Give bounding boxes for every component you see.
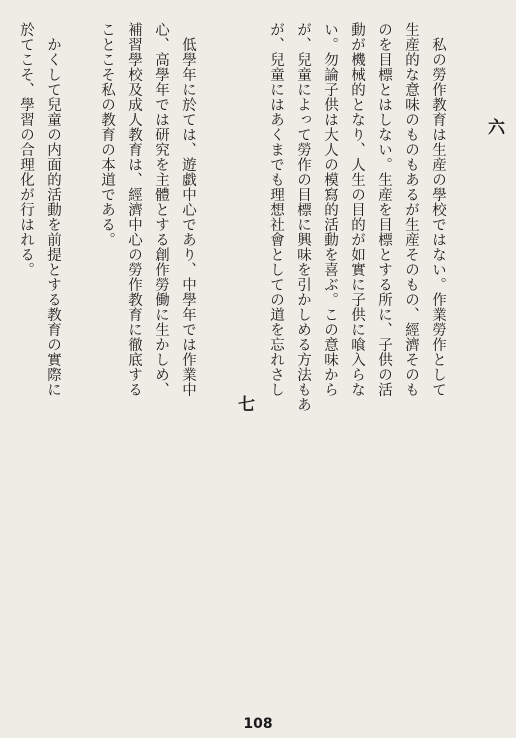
section-heading-seven: 七	[234, 395, 254, 412]
right-section-text	[262, 22, 478, 712]
right-paragraph-1: 私の勞作教育は生産の學校ではない。作業勞作として 生産的な意味のものもあるが生産そのもの、經濟そのも のを目標とはしない。生産を目標とする所に、子供の活 動が機械的となり、人生の目的が如實に子供に喰入らな い。勿論子供は大人の模寫的活動を喜ぶ。この意味から が、兒童によって勞作の目標に興味を引かしめる方法もあ が、兒童にはあくまでも理想社會としての道を忘れさし	[268, 22, 446, 412]
section-heading-six: 六	[484, 118, 504, 135]
left-paragraph-1: 低學年に於ては、遊戯中心であり、中學年では作業中 心、高學年では研究を主體とする創作勞働に生かしめ、 補習學校及成人教育は、經濟中心の勞作教育に徹底する ことこそ私の教育の本道である。	[99, 22, 196, 397]
page-number: 108	[243, 716, 273, 732]
left-paragraph-2: かくして兒童の内面的活動を前提とする教育の實際に 於てこそ、學習の合理化が行はれる。	[18, 22, 61, 397]
left-section-text	[12, 22, 228, 712]
